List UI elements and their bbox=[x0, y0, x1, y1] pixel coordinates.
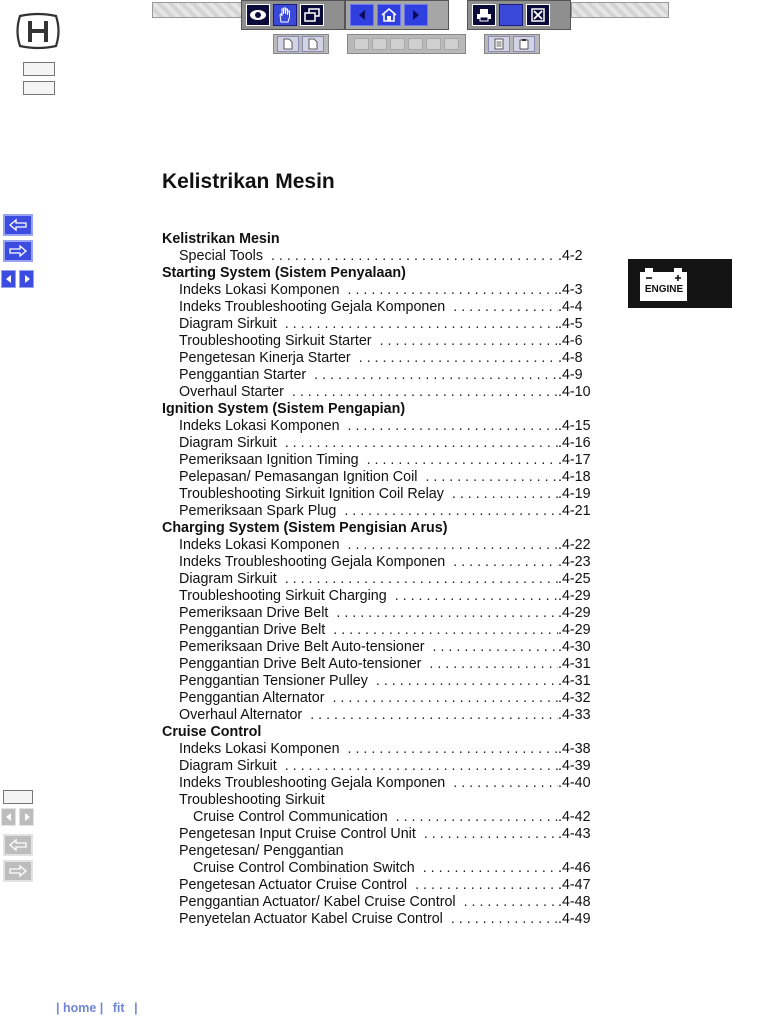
toc-label: Troubleshooting Sirkuit bbox=[179, 792, 325, 808]
toc-entry[interactable] bbox=[162, 860, 592, 877]
toc-label: Pemeriksaan Ignition Timing bbox=[179, 452, 359, 468]
arrow-left-icon bbox=[5, 812, 13, 822]
home-button[interactable] bbox=[377, 4, 401, 26]
side-field-1[interactable] bbox=[23, 62, 55, 76]
toc-entry[interactable] bbox=[162, 537, 592, 554]
toc-label: Indeks Troubleshooting Gejala Komponen bbox=[179, 299, 446, 315]
toc-entry[interactable] bbox=[162, 452, 592, 469]
toc-entry[interactable] bbox=[162, 758, 592, 775]
toc-label: Diagram Sirkuit bbox=[179, 435, 277, 451]
prev-page-button[interactable] bbox=[350, 4, 374, 26]
toc-label: Indeks Lokasi Komponen bbox=[179, 418, 340, 434]
toc-label: Cruise Control Communication bbox=[193, 809, 388, 825]
toc-label: Penggantian Starter bbox=[179, 367, 307, 383]
toc-leader-dots bbox=[340, 418, 558, 435]
toc-entry[interactable] bbox=[162, 316, 592, 333]
toolbar-strip-right bbox=[571, 2, 669, 18]
toc-leader-dots bbox=[445, 775, 558, 792]
page-title: Kelistrikan Mesin bbox=[162, 170, 335, 193]
toc-leader-dots bbox=[359, 452, 558, 469]
toc-label: Indeks Lokasi Komponen bbox=[179, 282, 340, 298]
toc-entry[interactable] bbox=[162, 367, 592, 384]
toc-entry[interactable] bbox=[162, 656, 592, 673]
toc-entry[interactable] bbox=[162, 571, 592, 588]
arrow-left-icon bbox=[5, 274, 13, 284]
toc-leader-dots bbox=[387, 588, 558, 605]
honda-logo-icon[interactable] bbox=[14, 12, 62, 50]
toc-entry[interactable] bbox=[162, 469, 592, 486]
toc-page-number: .4-42 bbox=[558, 809, 591, 825]
toc-page-number: .4-31 bbox=[558, 656, 591, 672]
segment-3[interactable] bbox=[390, 38, 405, 50]
toolbar-nav-group bbox=[345, 0, 449, 30]
toc-entry[interactable] bbox=[162, 486, 592, 503]
toc-leader-dots bbox=[388, 809, 558, 826]
engine-section-badge[interactable] bbox=[628, 259, 732, 308]
back-button-bottom[interactable] bbox=[3, 834, 33, 856]
toc-label: Penggantian Drive Belt bbox=[179, 622, 326, 638]
close-icon bbox=[531, 8, 545, 22]
toc-entry[interactable] bbox=[162, 775, 592, 792]
toc-leader-dots bbox=[351, 350, 558, 367]
toc-leader-dots bbox=[415, 860, 558, 877]
hand-icon bbox=[278, 7, 292, 23]
segment-5[interactable] bbox=[426, 38, 441, 50]
toolbar-action-group bbox=[467, 0, 571, 30]
toc-leader-dots bbox=[372, 333, 558, 350]
toc-page-number: .4-25 bbox=[558, 571, 591, 587]
toc-leader-dots bbox=[263, 248, 558, 265]
clipboard-icon bbox=[519, 38, 529, 50]
footer-separator: | bbox=[134, 1001, 138, 1015]
toc-page-number: .4-8 bbox=[558, 350, 583, 366]
hand-tool-button[interactable] bbox=[273, 4, 297, 26]
prev-small-button[interactable] bbox=[1, 270, 16, 288]
toc-label: Starting System (Sistem Penyalaan) bbox=[162, 265, 406, 281]
toc-label: Special Tools bbox=[179, 248, 263, 264]
toolbar-page-group bbox=[273, 34, 329, 54]
toc-entry[interactable] bbox=[162, 809, 592, 826]
toc-label: Pengetesan/ Penggantian bbox=[179, 843, 344, 859]
battery-icon bbox=[640, 265, 687, 301]
toc-label: Troubleshooting Sirkuit Charging bbox=[179, 588, 387, 604]
toc-page-number: .4-30 bbox=[558, 639, 591, 655]
arrow-left-icon bbox=[357, 9, 367, 21]
segment-1[interactable] bbox=[354, 38, 369, 50]
toc-leader-dots bbox=[444, 486, 558, 503]
toc-page-number: .4-48 bbox=[558, 894, 591, 910]
footer-links bbox=[56, 1001, 144, 1015]
toc-entry[interactable] bbox=[162, 248, 592, 265]
toc-page-number: .4-29 bbox=[558, 588, 591, 604]
toc-label: Diagram Sirkuit bbox=[179, 316, 277, 332]
toc-leader-dots bbox=[324, 690, 558, 707]
windows-button[interactable] bbox=[300, 4, 324, 26]
toc-entry[interactable] bbox=[162, 299, 592, 316]
toc-page-number: .4-38 bbox=[558, 741, 591, 757]
eye-icon bbox=[249, 9, 267, 21]
arrow-right-icon bbox=[23, 274, 31, 284]
fit-link[interactable]: fit bbox=[112, 1001, 125, 1015]
toc-leader-dots bbox=[277, 758, 558, 775]
toc-label: Pemeriksaan Drive Belt bbox=[179, 605, 329, 621]
toc-label: Pengetesan Actuator Cruise Control bbox=[179, 877, 408, 893]
toc-label: Troubleshooting Sirkuit Starter bbox=[179, 333, 372, 349]
toc-label: Troubleshooting Sirkuit Ignition Coil Relay bbox=[179, 486, 444, 502]
home-icon bbox=[380, 7, 398, 23]
toc-entry[interactable] bbox=[162, 622, 592, 639]
arrow-left-icon bbox=[8, 218, 28, 232]
toc-leader-dots bbox=[306, 367, 558, 384]
toc-label: Penggantian Tensioner Pulley bbox=[179, 673, 368, 689]
blank-button[interactable] bbox=[499, 4, 523, 26]
next-page-button[interactable] bbox=[404, 4, 428, 26]
list-icon bbox=[494, 38, 504, 50]
toc-leader-dots bbox=[443, 911, 558, 928]
side-field-2[interactable] bbox=[23, 81, 55, 95]
toc-leader-dots bbox=[284, 384, 558, 401]
print-icon bbox=[476, 8, 492, 22]
toc-entry[interactable] bbox=[162, 350, 592, 367]
print-button[interactable] bbox=[472, 4, 496, 26]
toc-entry[interactable] bbox=[162, 673, 592, 690]
toc-entry[interactable] bbox=[162, 911, 592, 928]
toc-leader-dots bbox=[445, 299, 558, 316]
list-button[interactable] bbox=[488, 36, 510, 52]
toc-label: Indeks Troubleshooting Gejala Komponen bbox=[179, 554, 446, 570]
forward-button[interactable] bbox=[3, 240, 33, 262]
prev-small-button-bottom[interactable] bbox=[1, 808, 16, 826]
arrow-right-icon bbox=[411, 9, 421, 21]
toc-label: Pengetesan Input Cruise Control Unit bbox=[179, 826, 416, 842]
toc-page-number: .4-46 bbox=[558, 860, 591, 876]
table-of-contents bbox=[162, 231, 592, 928]
toc-page-number: .4-10 bbox=[558, 384, 591, 400]
segment-6[interactable] bbox=[444, 38, 459, 50]
toc-page-number: .4-31 bbox=[558, 673, 591, 689]
toc-page-number: .4-9 bbox=[558, 367, 583, 383]
page-button-1[interactable] bbox=[277, 36, 299, 52]
toc-label: Charging System (Sistem Pengisian Arus) bbox=[162, 520, 448, 536]
toc-page-number: .4-23 bbox=[558, 554, 591, 570]
page-button-2[interactable] bbox=[302, 36, 324, 52]
home-link[interactable]: | home | bbox=[56, 1001, 104, 1015]
toc-label: Penyetelan Actuator Kabel Cruise Control bbox=[179, 911, 443, 927]
toc-leader-dots bbox=[277, 571, 558, 588]
toc-label: Pelepasan/ Pemasangan Ignition Coil bbox=[179, 469, 418, 485]
toc-entry[interactable] bbox=[162, 741, 592, 758]
toc-leader-dots bbox=[325, 622, 558, 639]
toc-leader-dots bbox=[456, 894, 558, 911]
toc-entry[interactable] bbox=[162, 384, 592, 401]
toc-page-number: .4-49 bbox=[558, 911, 591, 927]
toc-page-number: .4-17 bbox=[558, 452, 591, 468]
toc-entry[interactable] bbox=[162, 826, 592, 843]
page-icon bbox=[283, 38, 293, 50]
toc-entry[interactable] bbox=[162, 639, 592, 656]
toc-entry[interactable] bbox=[162, 554, 592, 571]
toc-page-number: .4-29 bbox=[558, 622, 591, 638]
toc-section-heading bbox=[162, 265, 592, 282]
arrow-right-icon bbox=[8, 864, 28, 878]
toc-entry[interactable] bbox=[162, 843, 592, 860]
toc-page-number: .4-39 bbox=[558, 758, 591, 774]
back-button[interactable] bbox=[3, 214, 33, 236]
toc-label: Cruise Control Combination Switch bbox=[193, 860, 415, 876]
toc-leader-dots bbox=[277, 316, 558, 333]
toc-label: Penggantian Alternator bbox=[179, 690, 325, 706]
toc-leader-dots bbox=[336, 503, 558, 520]
toc-leader-dots bbox=[328, 605, 558, 622]
side-field-3[interactable] bbox=[3, 790, 33, 804]
toc-label: Pengetesan Kinerja Starter bbox=[179, 350, 351, 366]
toolbar-list-group bbox=[484, 34, 540, 54]
close-button[interactable] bbox=[526, 4, 550, 26]
toc-leader-dots bbox=[277, 435, 558, 452]
toc-leader-dots bbox=[416, 826, 558, 843]
view-button[interactable] bbox=[246, 4, 270, 26]
segment-2[interactable] bbox=[372, 38, 387, 50]
forward-button-bottom[interactable] bbox=[3, 860, 33, 882]
toc-label: Indeks Lokasi Komponen bbox=[179, 537, 340, 553]
toc-label: Penggantian Actuator/ Kabel Cruise Control bbox=[179, 894, 456, 910]
toc-leader-dots bbox=[421, 656, 558, 673]
toc-page-number: .4-43 bbox=[558, 826, 591, 842]
toc-page-number: .4-15 bbox=[558, 418, 591, 434]
toc-leader-dots bbox=[417, 469, 558, 486]
toc-label: Indeks Troubleshooting Gejala Komponen bbox=[179, 775, 446, 791]
toc-page-number: .4-22 bbox=[558, 537, 591, 553]
toc-entry[interactable] bbox=[162, 435, 592, 452]
toc-label: Overhaul Alternator bbox=[179, 707, 303, 723]
toc-leader-dots bbox=[407, 877, 558, 894]
toc-page-number: .4-2 bbox=[558, 248, 583, 264]
toc-page-number: .4-40 bbox=[558, 775, 591, 791]
toc-page-number: .4-32 bbox=[558, 690, 591, 706]
toc-label: Cruise Control bbox=[162, 724, 262, 740]
toc-label: Diagram Sirkuit bbox=[179, 571, 277, 587]
toc-page-number: .4-5 bbox=[558, 316, 583, 332]
next-small-button-bottom[interactable] bbox=[19, 808, 34, 826]
toc-section-heading bbox=[162, 724, 592, 741]
toc-leader-dots bbox=[445, 554, 558, 571]
toc-label: Ignition System (Sistem Pengapian) bbox=[162, 401, 406, 417]
toc-leader-dots bbox=[368, 673, 558, 690]
toc-page-number: .4-6 bbox=[558, 333, 583, 349]
toc-entry[interactable] bbox=[162, 605, 592, 622]
toc-entry[interactable] bbox=[162, 792, 592, 809]
toc-page-number: .4-21 bbox=[558, 503, 591, 519]
toc-label: Kelistrikan Mesin bbox=[162, 231, 280, 247]
toc-leader-dots bbox=[340, 537, 558, 554]
toc-entry[interactable] bbox=[162, 333, 592, 350]
toc-label: Pemeriksaan Spark Plug bbox=[179, 503, 337, 519]
toc-entry[interactable] bbox=[162, 690, 592, 707]
toc-section-heading bbox=[162, 231, 592, 248]
toolbar-segment-group bbox=[347, 34, 466, 54]
toc-label: Pemeriksaan Drive Belt Auto-tensioner bbox=[179, 639, 425, 655]
clipboard-button[interactable] bbox=[513, 36, 535, 52]
next-small-button[interactable] bbox=[19, 270, 34, 288]
toc-section-heading bbox=[162, 401, 592, 418]
toc-entry[interactable] bbox=[162, 418, 592, 435]
windows-icon bbox=[304, 8, 320, 22]
page-icon bbox=[308, 38, 318, 50]
toc-label: Diagram Sirkuit bbox=[179, 758, 277, 774]
arrow-left-icon bbox=[8, 838, 28, 852]
toc-page-number: .4-3 bbox=[558, 282, 583, 298]
toc-page-number: .4-16 bbox=[558, 435, 591, 451]
toc-leader-dots bbox=[425, 639, 558, 656]
segment-4[interactable] bbox=[408, 38, 423, 50]
toc-entry[interactable] bbox=[162, 707, 592, 724]
toolbar-view-group bbox=[241, 0, 345, 30]
toc-page-number: .4-47 bbox=[558, 877, 591, 893]
toc-page-number: .4-29 bbox=[558, 605, 591, 621]
toolbar-strip-left bbox=[152, 2, 242, 18]
toc-page-number: .4-19 bbox=[558, 486, 591, 502]
toc-label: Overhaul Starter bbox=[179, 384, 284, 400]
toc-section-heading bbox=[162, 520, 592, 537]
arrow-right-icon bbox=[23, 812, 31, 822]
toc-leader-dots bbox=[340, 741, 558, 758]
toc-page-number: .4-33 bbox=[558, 707, 591, 723]
toc-entry[interactable] bbox=[162, 894, 592, 911]
toc-leader-dots bbox=[340, 282, 558, 299]
toc-entry[interactable] bbox=[162, 282, 592, 299]
engine-badge-label: ENGINE bbox=[644, 284, 684, 295]
toc-entry[interactable] bbox=[162, 503, 592, 520]
toc-label: Penggantian Drive Belt Auto-tensioner bbox=[179, 656, 422, 672]
arrow-right-icon bbox=[8, 244, 28, 258]
toc-leader-dots bbox=[302, 707, 558, 724]
toc-entry[interactable] bbox=[162, 588, 592, 605]
toc-entry[interactable] bbox=[162, 877, 592, 894]
toc-page-number: .4-4 bbox=[558, 299, 583, 315]
toc-page-number: .4-18 bbox=[558, 469, 591, 485]
toc-label: Indeks Lokasi Komponen bbox=[179, 741, 340, 757]
